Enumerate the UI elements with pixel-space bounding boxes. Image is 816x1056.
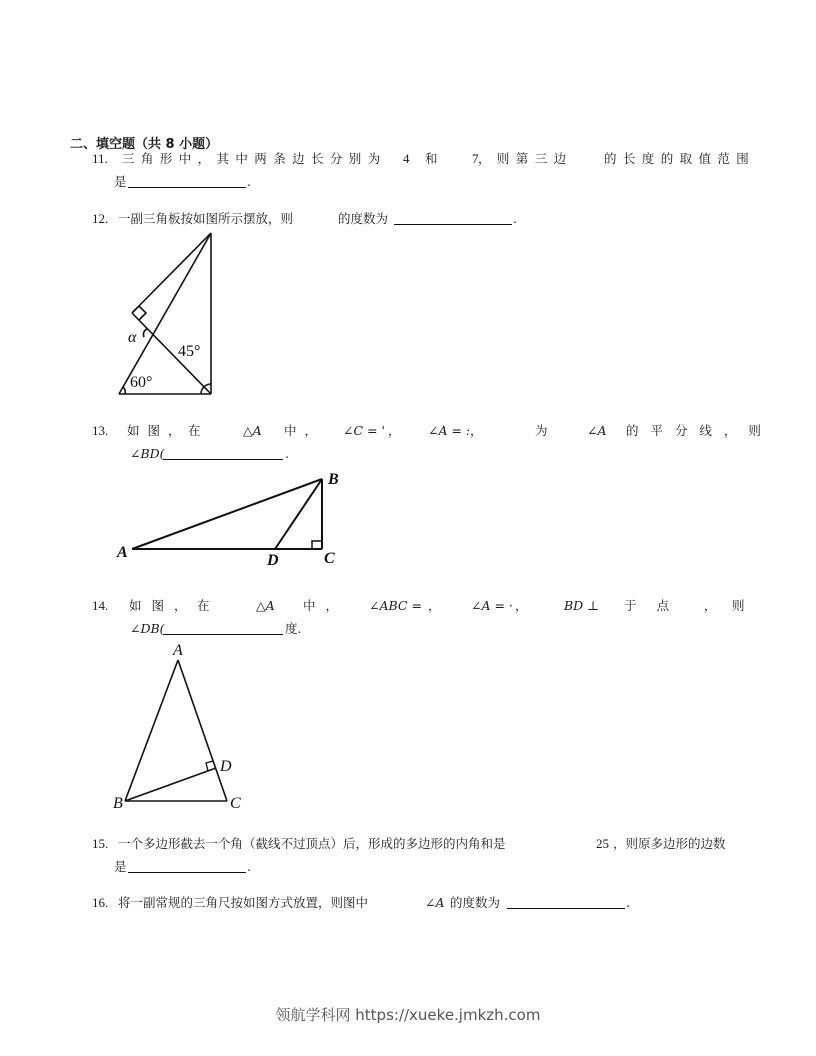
figure-triangle-abc-2 xyxy=(105,638,255,813)
question-text: 三角形中，其中两条边长分别为 xyxy=(122,151,387,166)
question-text: 的长度的取值范围 xyxy=(604,151,756,166)
unit-degree: 度. xyxy=(285,621,302,636)
math-angle-a: ∠A = · xyxy=(471,598,513,613)
label-c: C xyxy=(230,795,241,812)
label-a: A xyxy=(117,544,128,561)
value-7: 7 xyxy=(472,151,479,166)
question-text: 的度数为 xyxy=(338,211,389,226)
math-triangle: △A xyxy=(243,423,262,438)
label-c: C xyxy=(324,550,335,567)
question-text: 中 ， xyxy=(303,598,341,613)
label-d: D xyxy=(220,758,232,775)
comma: ， xyxy=(470,423,483,438)
math-angle-bdc: ∠BD( xyxy=(130,446,165,461)
label-b: B xyxy=(113,795,123,812)
math-angle-a: ∠A xyxy=(587,423,607,438)
question-number: 15. xyxy=(92,836,109,851)
math-angle-dbc: ∠DB( xyxy=(130,621,165,636)
question-text: 是 xyxy=(114,174,127,189)
period: . xyxy=(626,895,630,910)
math-angle-a: ∠A xyxy=(425,895,445,910)
question-text: 一副三角板按如图所示摆放，则 xyxy=(118,211,294,226)
question-text: ，则第三边 xyxy=(478,151,573,166)
footer-watermark: 领航学科网 https://xueke.jmkzh.com xyxy=(275,1006,541,1024)
section-title: 二、填空题（共 8 小题） xyxy=(70,137,219,152)
question-text: 和 xyxy=(425,151,438,166)
math-triangle: △A xyxy=(256,598,275,613)
comma: ， xyxy=(515,598,528,613)
value-4: 4 xyxy=(403,151,410,166)
math-bd-perp: BD ⊥ xyxy=(564,598,599,613)
question-text: 于 点 xyxy=(624,598,677,613)
answer-blank-13[interactable] xyxy=(163,446,283,460)
math-angle-a: ∠A = : xyxy=(428,423,471,438)
question-text: 中 ， xyxy=(284,423,319,438)
math-angle-abc: ∠ABC = xyxy=(369,598,422,613)
question-text: 一个多边形截去一个角（截线不过顶点）后，形成的多边形的内角和是 xyxy=(118,836,506,851)
question-text: 为 xyxy=(535,423,548,438)
period: . xyxy=(513,211,517,226)
question-text: 将一副常规的三角尺按如图方式放置，则图中 xyxy=(118,895,369,910)
answer-blank-14[interactable] xyxy=(163,621,283,635)
question-number: 16. xyxy=(92,895,109,910)
answer-blank-16[interactable] xyxy=(507,895,625,909)
question-number: 14. xyxy=(92,598,109,613)
question-number: 12. xyxy=(92,211,109,226)
comma: ， xyxy=(428,598,441,613)
question-text: 如 图 ， xyxy=(129,598,190,613)
period: . xyxy=(247,174,251,189)
answer-blank-11[interactable] xyxy=(128,174,246,188)
period: . xyxy=(285,446,289,461)
label-60deg: 60° xyxy=(130,374,153,391)
period: . xyxy=(247,859,251,874)
math-angle-c: ∠C = ' xyxy=(343,423,385,438)
label-b: B xyxy=(328,471,339,488)
comma: ， xyxy=(388,423,401,438)
label-alpha: α xyxy=(128,329,137,346)
label-d: D xyxy=(267,552,279,569)
question-text: 在 xyxy=(188,423,201,438)
question-number: 13. xyxy=(92,423,109,438)
question-text: 是 xyxy=(114,859,127,874)
value-25: 25 xyxy=(596,836,609,851)
question-text: 的度数为 xyxy=(450,895,501,910)
question-number: 11. xyxy=(92,151,108,166)
question-text: 在 xyxy=(197,598,210,613)
question-text: 的 平 分 线 ， 则 xyxy=(626,423,765,438)
label-a: A xyxy=(173,642,183,659)
answer-blank-15[interactable] xyxy=(128,859,246,873)
answer-blank-12[interactable] xyxy=(394,211,512,225)
comma: ， xyxy=(704,598,717,613)
figure-triangle-abc xyxy=(110,465,350,575)
question-text: 则 xyxy=(732,598,745,613)
question-text: ，则原多边形的边数 xyxy=(613,836,726,851)
label-45deg: 45° xyxy=(178,343,201,360)
figure-set-square xyxy=(110,225,230,400)
question-text: 如 图 ， xyxy=(127,423,183,438)
